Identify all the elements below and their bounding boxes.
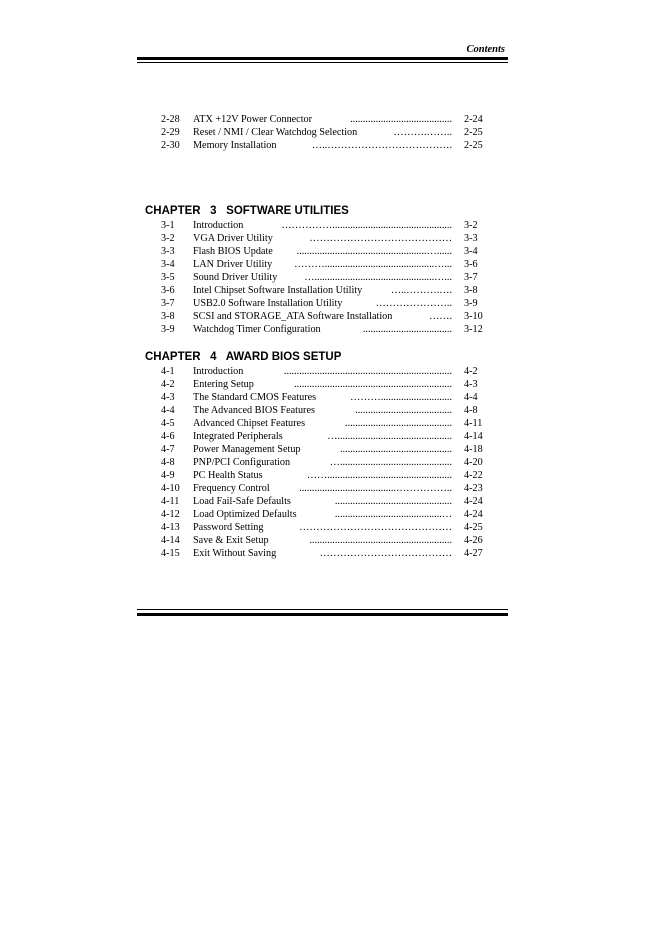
toc-number: 4-4 — [161, 405, 175, 416]
toc-row — [145, 430, 490, 443]
toc-row — [145, 310, 490, 323]
toc-row — [145, 495, 490, 508]
toc-row — [145, 469, 490, 482]
toc-number: 4-10 — [161, 483, 180, 494]
toc-leader: ........................................ — [350, 114, 452, 125]
chapter-heading: CHAPTER 4 AWARD BIOS SETUP — [145, 351, 342, 363]
toc-leader: ................................... — [362, 324, 452, 335]
toc-page: 4-22 — [464, 470, 483, 481]
toc-page: 3-4 — [464, 246, 478, 257]
toc-page: 3-6 — [464, 259, 478, 270]
toc-number: 3-2 — [161, 233, 175, 244]
toc-page: 4-26 — [464, 535, 483, 546]
toc-leader: …...............................................…... — [304, 272, 452, 283]
toc-row — [145, 391, 490, 404]
toc-leader: .......................................... — [345, 418, 452, 429]
toc-title: USB2.0 Software Installation Utility — [193, 298, 343, 309]
toc-page: 3-12 — [464, 324, 483, 335]
toc-page: 2-25 — [464, 127, 483, 138]
toc-number: 2-30 — [161, 140, 180, 151]
toc-leader: ......................................…………….. — [299, 483, 452, 494]
toc-row — [145, 323, 490, 336]
toc-leader: …………………………………… — [309, 233, 452, 244]
toc-number: 4-13 — [161, 522, 180, 533]
toc-number: 4-8 — [161, 457, 175, 468]
toc-title: Sound Driver Utility — [193, 272, 278, 283]
toc-leader: ……………………………………… — [299, 522, 452, 533]
toc-row — [145, 113, 490, 126]
toc-leader: ...................................................…...... — [296, 246, 452, 257]
toc-row — [145, 534, 490, 547]
toc-page: 4-24 — [464, 496, 483, 507]
toc-number: 3-7 — [161, 298, 175, 309]
toc-page: 4-3 — [464, 379, 478, 390]
toc-title: Save & Exit Setup — [193, 535, 269, 546]
toc-leader: ........................................................ — [309, 535, 452, 546]
header-rule-thin — [137, 62, 508, 63]
toc-row — [145, 245, 490, 258]
toc-row — [145, 482, 490, 495]
toc-leader: ……….…….. — [393, 127, 452, 138]
toc-title: Integrated Peripherals — [193, 431, 283, 442]
toc-page: 4-25 — [464, 522, 483, 533]
toc-number: 3-1 — [161, 220, 175, 231]
toc-title: PC Health Status — [193, 470, 263, 481]
toc-row — [145, 508, 490, 521]
toc-row — [145, 456, 490, 469]
toc-number: 2-28 — [161, 114, 180, 125]
toc-page: 4-14 — [464, 431, 483, 442]
toc-number: 3-9 — [161, 324, 175, 335]
toc-title: Introduction — [193, 220, 244, 231]
toc-leader: .............................................. — [334, 496, 452, 507]
toc-page: 3-3 — [464, 233, 478, 244]
toc-number: 4-12 — [161, 509, 180, 520]
toc-row — [145, 297, 490, 310]
toc-leader: ………............................ — [350, 392, 452, 403]
toc-row — [145, 271, 490, 284]
toc-title: Load Optimized Defaults — [193, 509, 297, 520]
toc-title: The Standard CMOS Features — [193, 392, 317, 403]
toc-page: 4-2 — [464, 366, 478, 377]
toc-page: 2-25 — [464, 140, 483, 151]
toc-number: 4-1 — [161, 366, 175, 377]
toc-title: LAN Driver Utility — [193, 259, 273, 270]
toc-row — [145, 284, 490, 297]
toc-number: 3-6 — [161, 285, 175, 296]
toc-row — [145, 547, 490, 560]
toc-number: 3-8 — [161, 311, 175, 322]
toc-title: Memory Installation — [193, 140, 277, 151]
toc-leader: …..………………………………. — [311, 140, 452, 151]
toc-number: 4-7 — [161, 444, 175, 455]
toc-page: 4-18 — [464, 444, 483, 455]
toc-leader: ..........................................… — [334, 509, 452, 520]
toc-number: 4-9 — [161, 470, 175, 481]
toc-title: Power Management Setup — [193, 444, 301, 455]
toc-page: 4-20 — [464, 457, 483, 468]
toc-page: 4-27 — [464, 548, 483, 559]
toc-title: Password Setting — [193, 522, 264, 533]
toc-title: Reset / NMI / Clear Watchdog Selection — [193, 127, 358, 138]
toc-row — [145, 443, 490, 456]
toc-number: 2-29 — [161, 127, 180, 138]
toc-number: 4-14 — [161, 535, 180, 546]
toc-row — [145, 417, 490, 430]
toc-number: 4-11 — [161, 496, 180, 507]
toc-row — [145, 219, 490, 232]
toc-row — [145, 378, 490, 391]
footer-rule-thick — [137, 613, 508, 616]
toc-title: Load Fail-Safe Defaults — [193, 496, 291, 507]
toc-title: PNP/PCI Configuration — [193, 457, 291, 468]
toc-page: 4-24 — [464, 509, 483, 520]
toc-number: 4-3 — [161, 392, 175, 403]
toc-leader: ………...........................................…... — [294, 259, 452, 270]
toc-row — [145, 232, 490, 245]
toc-leader: …............................................ — [329, 457, 452, 468]
toc-chapter-3 — [145, 203, 490, 336]
toc-title: Watchdog Timer Configuration — [193, 324, 321, 335]
toc-page: 2-24 — [464, 114, 483, 125]
toc-leader: ……………............................................... — [281, 220, 452, 231]
toc-page: 4-4 — [464, 392, 478, 403]
toc-page: 3-8 — [464, 285, 478, 296]
toc-title: ATX +12V Power Connector — [193, 114, 313, 125]
toc-leader: ………………………………… — [319, 548, 452, 559]
toc-leader: .............................................................. — [294, 379, 452, 390]
toc-number: 3-4 — [161, 259, 175, 270]
toc-title: Introduction — [193, 366, 244, 377]
toc-page: 3-10 — [464, 311, 483, 322]
toc-row — [145, 258, 490, 271]
toc-title: Exit Without Saving — [193, 548, 277, 559]
toc-title: Frequency Control — [193, 483, 270, 494]
toc-chapter-4 — [145, 349, 490, 560]
toc-title: The Advanced BIOS Features — [193, 405, 315, 416]
toc-title: Advanced Chipset Features — [193, 418, 306, 429]
toc-leader: ………………….. — [375, 298, 452, 309]
toc-leader: ............................................ — [339, 444, 452, 455]
toc-page: 3-2 — [464, 220, 478, 231]
footer-rule-thin — [137, 609, 508, 610]
toc-page: 4-8 — [464, 405, 478, 416]
toc-row — [145, 404, 490, 417]
toc-number: 4-6 — [161, 431, 175, 442]
toc-row — [145, 365, 490, 378]
toc-leader: ……. — [429, 311, 452, 322]
toc-title: SCSI and STORAGE_ATA Software Installation — [193, 311, 393, 322]
toc-leader: ……................................................. — [306, 470, 452, 481]
toc-number: 3-5 — [161, 272, 175, 283]
toc-leader: …............................................. — [327, 431, 452, 442]
toc-number: 4-5 — [161, 418, 175, 429]
page-header-title: Contents — [466, 44, 505, 55]
toc-number: 4-15 — [161, 548, 180, 559]
toc-title: Flash BIOS Update — [193, 246, 273, 257]
toc-number: 3-3 — [161, 246, 175, 257]
toc-title: Entering Setup — [193, 379, 254, 390]
toc-row — [145, 126, 490, 139]
toc-row — [145, 139, 490, 152]
toc-page: 3-7 — [464, 272, 478, 283]
toc-block-chapter2-end — [145, 113, 490, 152]
toc-number: 4-2 — [161, 379, 175, 390]
chapter-heading: CHAPTER 3 SOFTWARE UTILITIES — [145, 205, 349, 217]
toc-page: 4-11 — [464, 418, 483, 429]
toc-leader: …..……….…. — [390, 285, 452, 296]
toc-row — [145, 521, 490, 534]
toc-title: VGA Driver Utility — [193, 233, 273, 244]
toc-page: 3-9 — [464, 298, 478, 309]
toc-title: Intel Chipset Software Installation Utility — [193, 285, 363, 296]
toc-page: 4-23 — [464, 483, 483, 494]
toc-leader: ...................................... — [355, 405, 452, 416]
header-rule-thick — [137, 57, 508, 60]
toc-leader: .................................................................. — [283, 366, 452, 377]
